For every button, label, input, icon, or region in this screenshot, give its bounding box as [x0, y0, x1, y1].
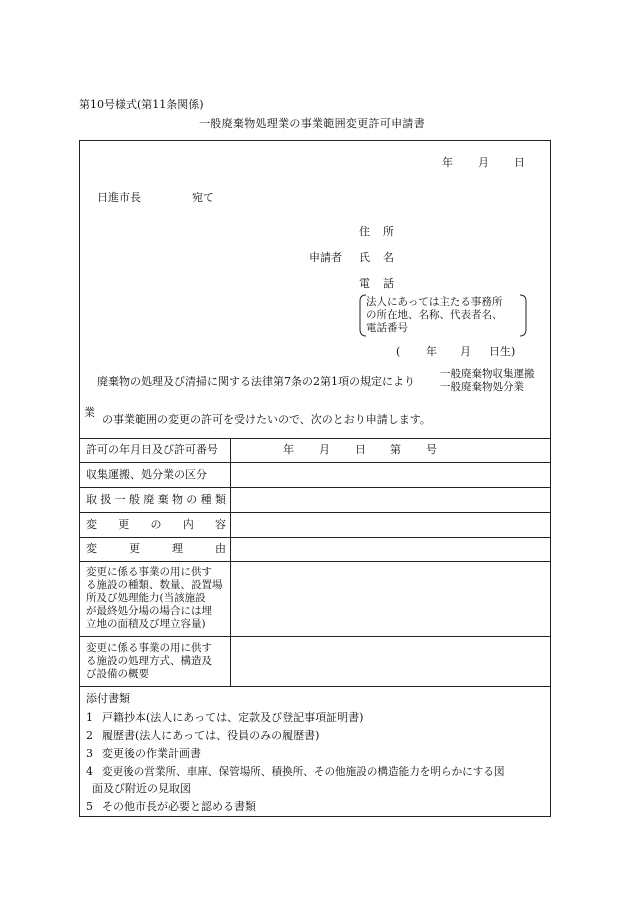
date-day: 日	[514, 156, 525, 169]
row-divider	[80, 686, 550, 687]
row-divider	[80, 487, 550, 488]
birth-open: (	[396, 345, 401, 358]
statement-gyo: 業	[84, 406, 95, 419]
address-label-2: 所	[383, 225, 394, 238]
waste-type-char: 棄	[157, 493, 169, 506]
statement-line-1: 廃棄物の処理及び清掃に関する法律第7条の2第1項の規定により	[97, 375, 415, 388]
facility-label-line: る施設の種類、数量、設置場	[86, 579, 223, 591]
process-label-line: る施設の処理方式、構造及	[86, 655, 212, 667]
row-divider	[80, 537, 550, 538]
note-line-3: 電話番号	[366, 322, 408, 334]
address-label-1: 住	[359, 225, 370, 238]
waste-type-char: 種	[200, 493, 212, 506]
change-content-label	[86, 518, 226, 532]
statement-line-2: の事業範囲の変更の許可を受けたいので、次のとおり申請します。	[102, 413, 431, 426]
phone-label-2: 話	[383, 277, 394, 290]
row-divider	[80, 462, 550, 463]
attachment-text: 変更後の営業所、車庫、保管場所、積換所、その他施設の構造能力を明らかにする図	[102, 766, 505, 778]
attachments-title: 添付書類	[86, 692, 130, 705]
form-number: 第10号様式(第11条関係)	[79, 98, 204, 111]
change-reason-char: 変	[86, 542, 97, 555]
birth-year: 年	[426, 345, 437, 358]
category-label: 収集運搬、処分業の区分	[86, 468, 207, 481]
addressee-to: 宛て	[192, 191, 214, 204]
waste-type-char: 取	[86, 493, 97, 506]
change-content-char: 容	[215, 518, 226, 531]
change-reason-label	[86, 542, 226, 556]
change-content-char: 更	[118, 518, 130, 531]
attachment-text: その他市長が必要と認める書類	[102, 800, 256, 813]
attachment-text: 履歴書(法人にあっては、役員のみの履歴書)	[102, 729, 320, 742]
facility-label-line: 立地の面積及び埋立容量)	[86, 618, 206, 630]
applicant-label: 申請者	[309, 251, 342, 264]
row-divider	[80, 512, 550, 513]
change-content-char: 変	[86, 518, 97, 531]
waste-type-char: 類	[214, 493, 226, 506]
row-divider	[80, 561, 550, 562]
attachment-text: 戸籍抄本(法人にあっては、定款及び登記事項証明書)	[102, 711, 364, 724]
waste-type-label	[86, 493, 226, 507]
permit-month: 月	[319, 443, 330, 456]
addressee-mayor: 日進市長	[97, 191, 141, 204]
waste-type-char: 扱	[100, 493, 112, 506]
permit-number-suffix: 号	[426, 443, 437, 456]
waste-type-char: の	[186, 493, 198, 506]
note-line-2: の所在地、名称、代表者名、	[366, 309, 503, 321]
date-month: 月	[478, 156, 489, 169]
attachment-number: 3	[86, 747, 93, 760]
attachment-number: 4	[86, 765, 93, 778]
statement-option-2: 一般廃棄物処分業	[440, 381, 524, 393]
permit-day: 日	[355, 443, 366, 456]
birth-day: 日生)	[489, 345, 516, 358]
application-form	[79, 140, 551, 817]
attachment-number: 2	[86, 729, 93, 742]
waste-type-char: 廃	[143, 493, 155, 506]
facility-label-line: 変更に係る事業の用に供す	[86, 566, 212, 578]
name-label-1: 氏	[359, 251, 370, 264]
date-year: 年	[442, 156, 453, 169]
attachment-number: 1	[86, 711, 93, 724]
birth-month: 月	[460, 345, 471, 358]
change-content-char: 内	[182, 518, 194, 531]
change-reason-char: 理	[172, 542, 183, 555]
attachment-text: 変更後の作業計画書	[102, 747, 201, 760]
facility-label-line: が最終処分場の場合には埋	[86, 605, 212, 617]
permit-label: 許可の年月日及び許可番号	[86, 443, 218, 456]
statement-option-1: 一般廃棄物収集運搬	[440, 368, 535, 380]
document-title: 一般廃棄物処理業の事業範囲変更許可申請書	[199, 117, 425, 130]
facility-label-line: 所及び処理能力(当該施設	[86, 592, 206, 604]
waste-type-char: 一	[114, 493, 126, 506]
waste-type-char: 般	[128, 493, 140, 506]
note-line-1: 法人にあっては主たる事務所	[366, 296, 503, 308]
process-label-line: び設備の概要	[86, 668, 149, 680]
phone-label-1: 電	[359, 277, 370, 290]
column-divider	[230, 438, 231, 686]
row-divider	[80, 438, 550, 439]
waste-type-char: 物	[171, 493, 183, 506]
change-reason-char: 更	[129, 542, 140, 555]
process-label-line: 変更に係る事業の用に供す	[86, 642, 212, 654]
attachment-number: 5	[86, 800, 93, 813]
permit-number-prefix: 第	[390, 443, 401, 456]
attachment-text: 面及び附近の見取図	[92, 782, 191, 795]
change-reason-char: 由	[215, 542, 226, 555]
change-content-char: の	[150, 518, 162, 531]
row-divider	[80, 636, 550, 637]
permit-year: 年	[283, 443, 294, 456]
name-label-2: 名	[383, 251, 394, 264]
